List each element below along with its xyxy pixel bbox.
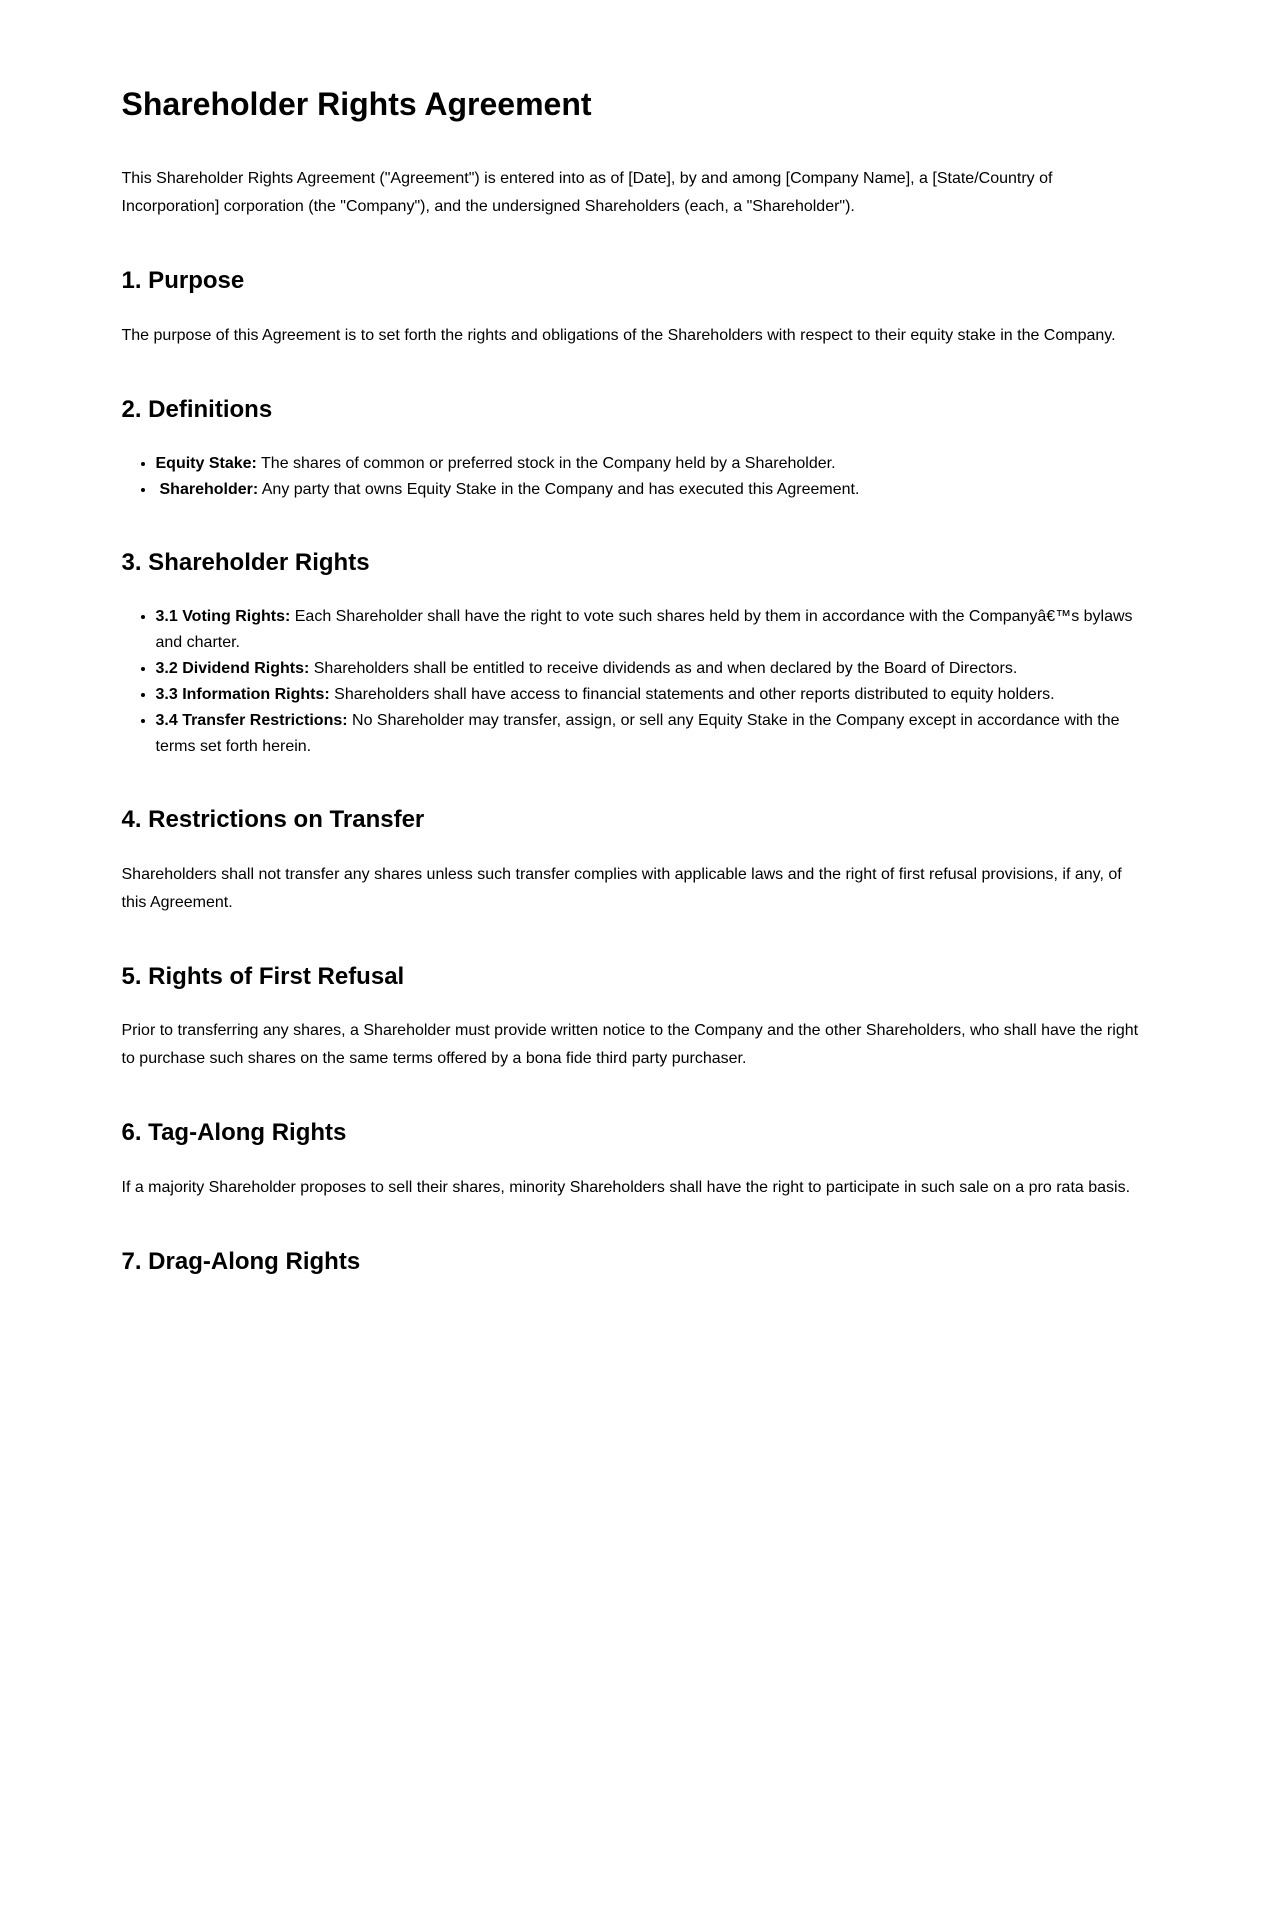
list-item bbox=[156, 477, 1142, 503]
list-item-text: Shareholders shall have access to financial statements and other reports distributed to equity holders. bbox=[329, 685, 1055, 703]
section-paragraph-restrictions-on-transfer: Shareholders shall not transfer any shares unless such transfer complies with applicable laws and the right of first refusal provisions, if any, of this Agreement. bbox=[121, 865, 1122, 911]
section-heading-shareholder-rights: 3. Shareholder Rights bbox=[121, 548, 370, 576]
list-item-text: The shares of common or preferred stock in the Company held by a Shareholder. bbox=[256, 454, 836, 472]
list-item-text: Any party that owns Equity Stake in the Company and has executed this Agreement. bbox=[258, 480, 860, 498]
list-item bbox=[156, 682, 1142, 708]
list-item-term: Shareholder: bbox=[159, 480, 259, 498]
list-item-term: Equity Stake: bbox=[155, 454, 257, 472]
list-item-term: 3.1 Voting Rights: bbox=[155, 607, 291, 625]
section-heading-rights-of-first-refusal: 5. Rights of First Refusal bbox=[121, 962, 405, 990]
list-item bbox=[156, 708, 1142, 760]
list-item-text: No Shareholder may transfer, assign, or sell any Equity Stake in the Company except in accordance with the terms set forth herein. bbox=[155, 711, 1120, 755]
section-paragraph-purpose: The purpose of this Agreement is to set forth the rights and obligations of the Shareholders with respect to their equity stake in the Company. bbox=[121, 327, 1116, 345]
list-item bbox=[156, 451, 1142, 477]
page-title: Shareholder Rights Agreement bbox=[121, 86, 592, 122]
list-item bbox=[156, 604, 1142, 656]
shareholder-rights-list bbox=[122, 604, 1142, 760]
section-paragraph-rights-of-first-refusal: Prior to transferring any shares, a Shareholder must provide written notice to the Company and the other Shareholders, who shall have the right to purchase such shares on the same terms offered by a bona fide third party purchaser. bbox=[121, 1022, 1139, 1068]
section-heading-purpose: 1. Purpose bbox=[121, 267, 245, 295]
document-page bbox=[122, 0, 1142, 1397]
list-item-text: Shareholders shall be entitled to receive dividends as and when declared by the Board of Directors. bbox=[309, 659, 1018, 677]
section-paragraph-tag-along-rights: If a majority Shareholder proposes to sell their shares, minority Shareholders shall have the right to participate in such sale on a pro rata basis. bbox=[121, 1179, 1131, 1197]
section-heading-definitions: 2. Definitions bbox=[121, 396, 273, 424]
intro-paragraph: This Shareholder Rights Agreement ("Agreement") is entered into as of [Date], by and among [Company Name], a [State/Country of Incorporation] corporation (the "Company"), and the undersigned Shareholders (each, a "Shareholder"). bbox=[121, 170, 1053, 216]
section-heading-restrictions-on-transfer: 4. Restrictions on Transfer bbox=[121, 805, 425, 833]
list-item-text: Each Shareholder shall have the right to vote such shares held by them in accordance with the Companyâ€™s bylaws and charter. bbox=[155, 607, 1133, 651]
section-heading-tag-along-rights: 6. Tag-Along Rights bbox=[121, 1119, 347, 1147]
list-item-term: 3.2 Dividend Rights: bbox=[155, 659, 310, 677]
definitions-list bbox=[122, 451, 1142, 503]
list-item bbox=[156, 656, 1142, 682]
list-item-term: 3.4 Transfer Restrictions: bbox=[155, 711, 348, 729]
section-heading-drag-along-rights: 7. Drag-Along Rights bbox=[121, 1248, 361, 1276]
list-item-term: 3.3 Information Rights: bbox=[155, 685, 330, 703]
